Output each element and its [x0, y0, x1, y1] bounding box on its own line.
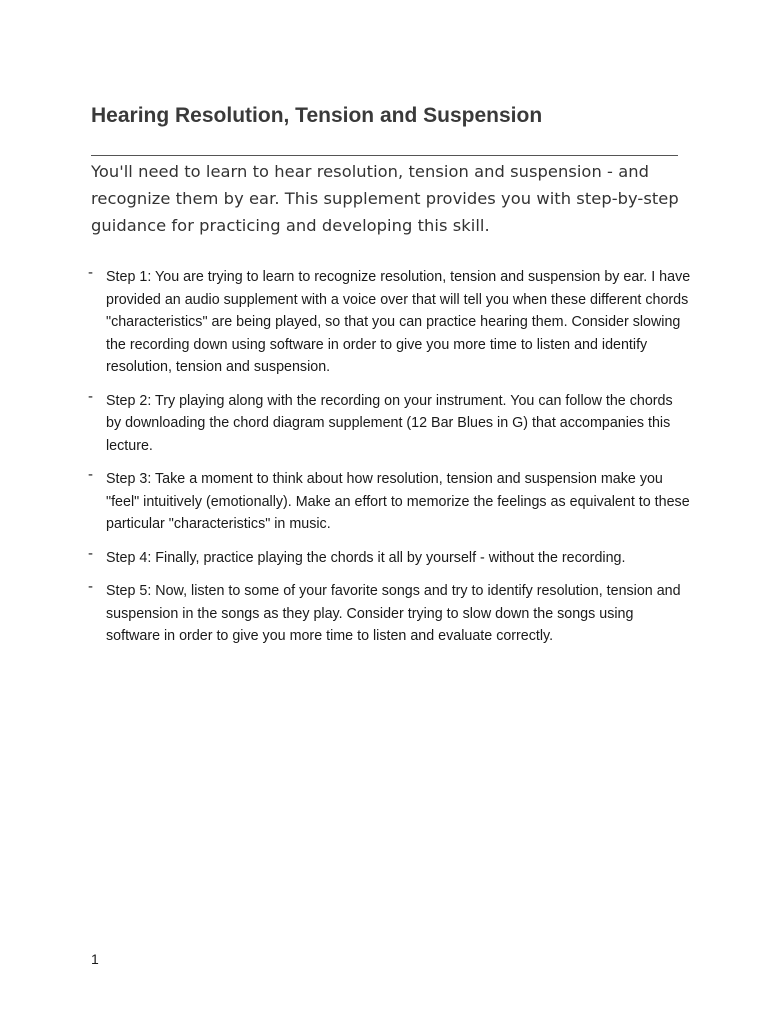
page-number: 1: [91, 951, 99, 967]
step-text: Step 2: Try playing along with the recording on your instrument. You can follow the chords by downloading the chord diagram supplement (12 Bar Blues in G) that accompanies this lecture.: [106, 392, 673, 454]
bullet-dash: -: [88, 387, 93, 405]
title-divider: [91, 155, 678, 156]
step-item-2: [88, 387, 691, 458]
steps-list: [88, 264, 691, 659]
step-text: Step 1: You are trying to learn to recognize resolution, tension and suspension by ear. I have provided an audio supplement with a voice over that will tell you when these different chords "characteristics" are being played, so that you can practice hearing them. Consider slowing the recording down using software in order to give you more time to listen and identify resolution, tension and suspension.: [106, 269, 691, 375]
bullet-dash: -: [88, 544, 93, 562]
step-item-5: [88, 578, 691, 648]
step-item-3: [88, 466, 691, 536]
bullet-dash: -: [88, 578, 93, 595]
step-text: Step 3: Take a moment to think about how resolution, tension and suspension make you "feel" intuitively (emotionally). Make an effort to memorize the feelings as equivalent to these particular "characteristics" in music.: [106, 471, 690, 532]
step-text: Step 5: Now, listen to some of your favorite songs and try to identify resolution, tension and suspension in the songs as they play. Consider trying to slow down the songs using software in order to give you more time to listen and evaluate correctly.: [106, 583, 681, 644]
step-text: Step 4: Finally, practice playing the chords it all by yourself - without the recording.: [106, 549, 626, 566]
step-item-1: [88, 264, 691, 379]
step-item-4: [88, 544, 691, 570]
bullet-dash: -: [88, 264, 93, 281]
intro-paragraph: You'll need to learn to hear resolution, tension and suspension - and recognize them by ear. This supplement provides you with step-by-step guidance for practicing and developing this skill.: [91, 162, 679, 235]
document-title: Hearing Resolution, Tension and Suspension: [91, 104, 543, 127]
bullet-dash: -: [88, 466, 93, 483]
